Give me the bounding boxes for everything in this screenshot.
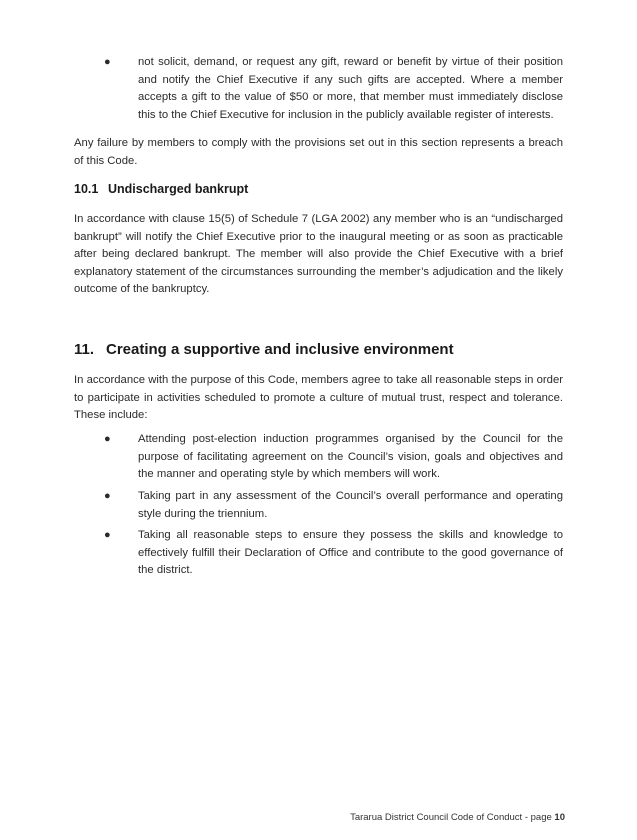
section-11-heading bbox=[74, 341, 454, 358]
gift-bullet-text: not solicit, demand, or request any gift, reward or benefit by virtue of their position and notify the Chief Executive if any such gifts are accepted. Where a member accepts a gift to the value of $50 or more, that member must immediately disclose this to the Chief Executive for inclusion in the publicly available register of interests. bbox=[138, 56, 563, 121]
bullet-marker: ● bbox=[104, 529, 111, 541]
section-11-number: 11. bbox=[74, 341, 95, 358]
bullet-marker: ● bbox=[104, 490, 111, 502]
section-10-1-body: In accordance with clause 15(5) of Schedule 7 (LGA 2002) any member who is an “undischarged bankrupt” will notify the Chief Executive prior to the inaugural meeting or as soon as practicable after being declared bankrupt. The member will also provide the Chief Executive with a brief explanatory statement of the circumstances surrounding the member’s adjudication and the likely outcome of the bankruptcy. bbox=[74, 213, 563, 296]
list-item: Taking part in any assessment of the Council’s overall performance and operating style during the triennium. bbox=[138, 490, 563, 520]
section-10-1-heading bbox=[74, 182, 248, 196]
list-item: Taking all reasonable steps to ensure they possess the skills and knowledge to effectively fulfill their Declaration of Office and contribute to the good governance of the district. bbox=[138, 529, 563, 577]
breach-paragraph: Any failure by members to comply with the provisions set out in this section represents a breach of this Code. bbox=[74, 137, 563, 167]
section-10-1-title: Undischarged bankrupt bbox=[108, 182, 249, 196]
section-11-title: Creating a supportive and inclusive environment bbox=[106, 341, 454, 358]
section-11-intro: In accordance with the purpose of this Code, members agree to take all reasonable steps in order to participate in activities scheduled to promote a culture of mutual trust, respect and tolerance. These include: bbox=[74, 374, 563, 422]
bullet-marker: ● bbox=[104, 433, 111, 445]
footer-text: Tararua District Council Code of Conduct - page bbox=[350, 812, 555, 823]
section-10-1-number: 10.1 bbox=[74, 182, 99, 196]
bullet-marker: ● bbox=[104, 56, 111, 68]
page-footer bbox=[350, 812, 565, 823]
list-item: Attending post-election induction programmes organised by the Council for the purpose of facilitating agreement on the Council’s vision, goals and objectives and the manner and operating style by which members will work. bbox=[138, 433, 563, 481]
page-number: 10 bbox=[554, 812, 565, 823]
